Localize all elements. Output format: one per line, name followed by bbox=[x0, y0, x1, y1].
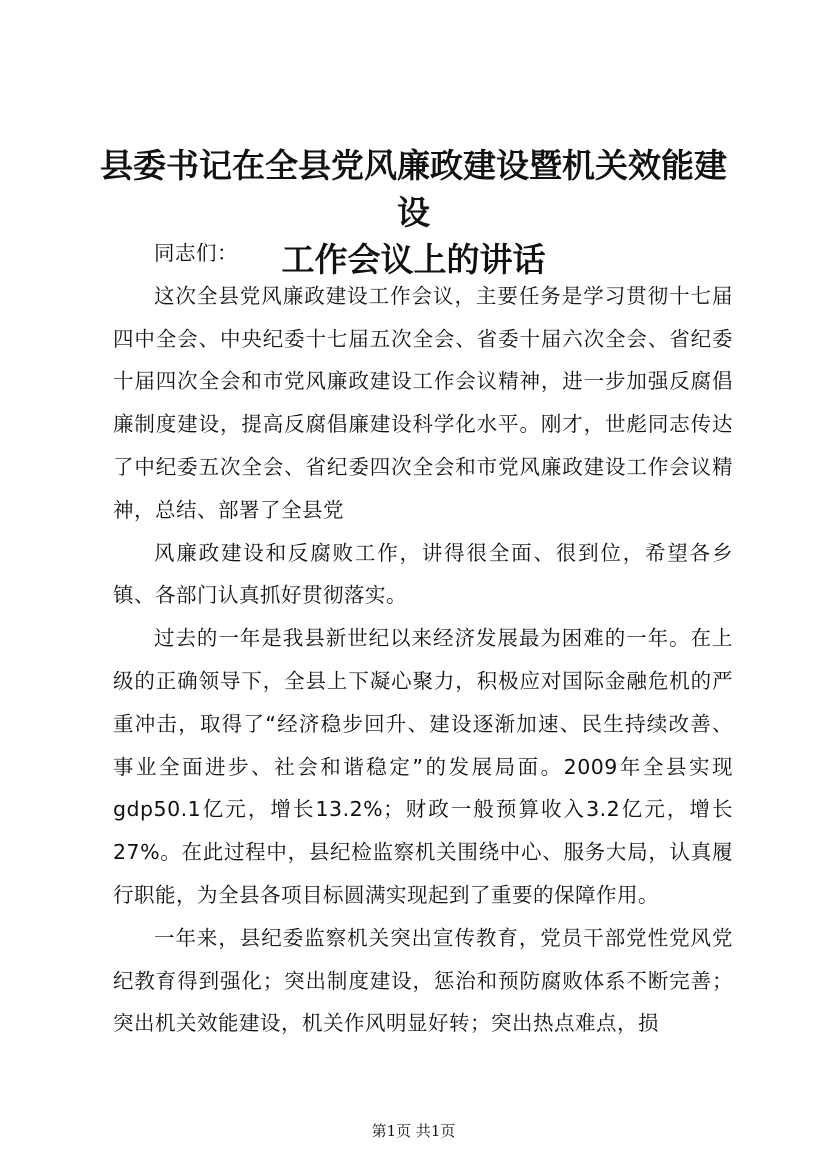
salutation-paragraph: 同志们： bbox=[154, 241, 238, 265]
page-footer bbox=[0, 1121, 827, 1141]
document-body bbox=[113, 232, 733, 1045]
title-line-2: 工作会议上的讲话 bbox=[281, 240, 546, 279]
title-line-1: 县委书记在全县党风廉政建设暨机关效能建设 bbox=[100, 146, 727, 232]
body-paragraph: 过去的一年是我县新世纪以来经济发展最为困难的一年。在上级的正确领导下，全县上下凝心聚力，积极应对国际金融危机的严重冲击，取得了“经济稳步回升、建设逐渐加速、民生持续改善、事业全面进步、社会和谐稳定”的发展局面。2009年全县实现gdp50.1亿元，增长13.2%；财政一般预算收入3.2亿元，增长27%。在此过程中，县纪检监察机关围绕中心、服务大局，认真履行职能，为全县各项目标圆满实现起到了重要的保障作用。 bbox=[113, 626, 733, 907]
body-paragraph: 一年来，县纪委监察机关突出宣传教育，党员干部党性党风党纪教育得到强化；突出制度建设，惩治和预防腐败体系不断完善；突出机关效能建设，机关作风明显好转；突出热点难点，损 bbox=[113, 925, 733, 1036]
page-number-label: 第1页 共1页 bbox=[371, 1122, 456, 1140]
body-paragraph: 风廉政建设和反腐败工作，讲得很全面、很到位，希望各乡镇、各部门认真抓好贯彻落实。 bbox=[113, 540, 733, 608]
body-paragraph: 这次全县党风廉政建设工作会议，主要任务是学习贯彻十七届四中全会、中央纪委十七届五次全会、省委十届六次全会、省纪委十届四次全会和市党风廉政建设工作会议精神，进一步加强反腐倡廉制度建设，提高反腐倡廉建设科学化水平。刚才，世彪同志传达了中纪委五次全会、省纪委四次全会和市党风廉政建设工作会议精神，总结、部署了全县党 bbox=[113, 283, 733, 522]
